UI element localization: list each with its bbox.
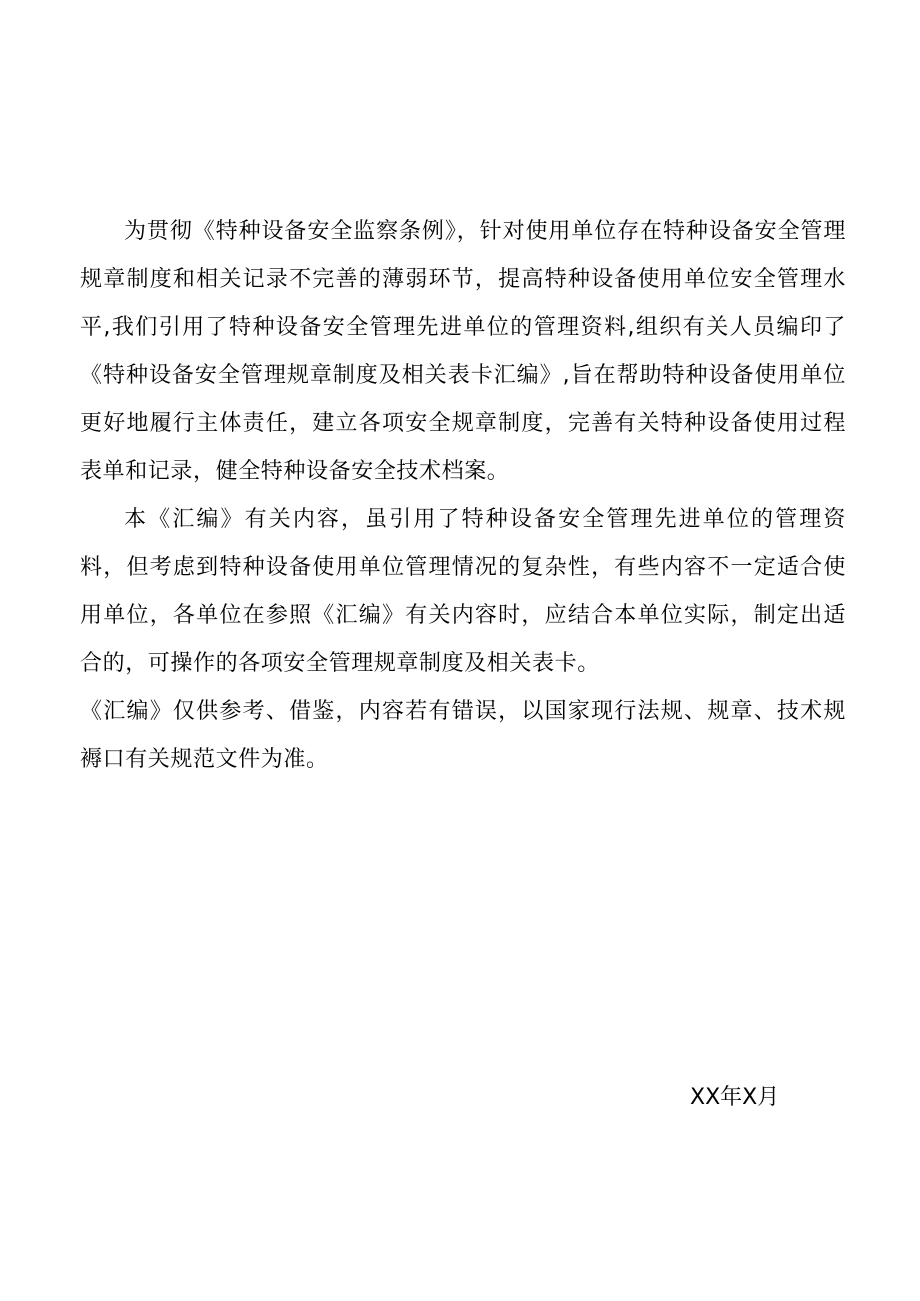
document-date: XX年X月 [690, 1085, 780, 1110]
paragraph-reference-note: 《汇编》仅供参考、借鉴，内容若有错误，以国家现行法规、规章、技术规褥口有关规范文件为准。 [80, 699, 846, 772]
document-body [80, 208, 846, 784]
paragraph-preface: 为贯彻《特种设备安全监察条例》，针对使用单位存在特种设备安全管理规章制度和相关记录不完善的薄弱环节，提高特种设备使用单位安全管理水平,我们引用了特种设备安全管理先进单位的管理资料,组织有关人员编印了《特种设备安全管理规章制度及相关表卡汇编》,旨在帮助特种设备使用单位更好地履行主体责任，建立各项安全规章制度，完善有关特种设备使用过程表单和记录，健全特种设备安全技术档案。 [80, 219, 846, 484]
paragraph-disclaimer: 本《汇编》有关内容，虽引用了特种设备安全管理先进单位的管理资料，但考虑到特种设备使用单位管理情况的复杂性，有些内容不一定适合使用单位，各单位在参照《汇编》有关内容时，应结合本单位实际，制定出适合的，可操作的各项安全管理规章制度及相关表卡。 [80, 507, 846, 676]
